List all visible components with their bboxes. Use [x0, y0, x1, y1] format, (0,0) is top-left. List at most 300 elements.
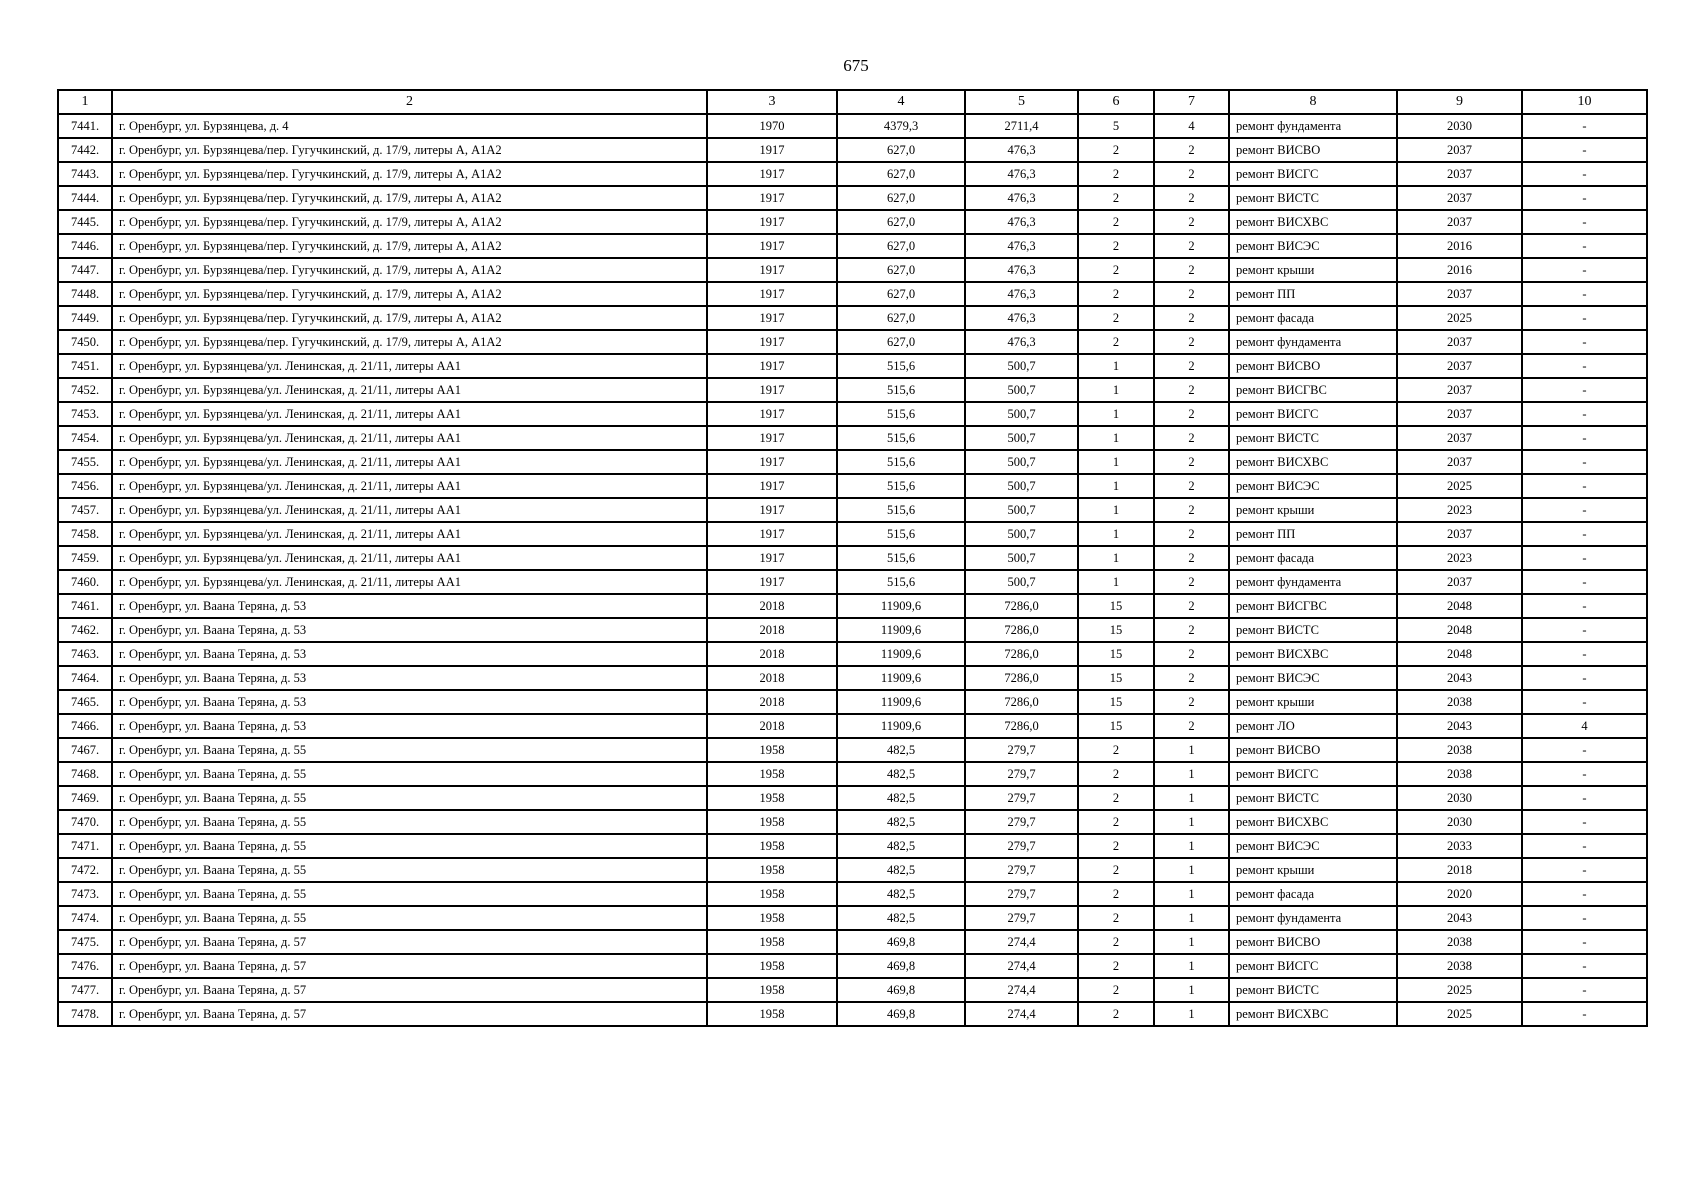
- planned-year-cell: 2038: [1397, 930, 1522, 954]
- living-area-cell: 500,7: [965, 570, 1078, 594]
- total-area-cell: 515,6: [837, 546, 965, 570]
- total-area-cell: 627,0: [837, 210, 965, 234]
- planned-year-cell: 2038: [1397, 762, 1522, 786]
- row-number-cell: 7459.: [58, 546, 112, 570]
- table-row: [58, 954, 1647, 978]
- work-type-cell: ремонт ВИСВО: [1229, 738, 1397, 762]
- entrances-cell: 2: [1154, 714, 1229, 738]
- address-cell: г. Оренбург, ул. Ваана Теряна, д. 55: [112, 834, 707, 858]
- entrances-cell: 1: [1154, 810, 1229, 834]
- year-cell: 1917: [707, 522, 837, 546]
- table-row: [58, 138, 1647, 162]
- work-type-cell: ремонт ЛО: [1229, 714, 1397, 738]
- entrances-cell: 2: [1154, 138, 1229, 162]
- row-number-cell: 7466.: [58, 714, 112, 738]
- total-area-cell: 627,0: [837, 138, 965, 162]
- work-type-cell: ремонт ВИСВО: [1229, 138, 1397, 162]
- row-number-cell: 7450.: [58, 330, 112, 354]
- floors-cell: 2: [1078, 906, 1154, 930]
- column-10-cell: -: [1522, 426, 1647, 450]
- floors-cell: 2: [1078, 834, 1154, 858]
- planned-year-cell: 2023: [1397, 498, 1522, 522]
- total-area-cell: 515,6: [837, 426, 965, 450]
- living-area-cell: 476,3: [965, 186, 1078, 210]
- column-10-cell: -: [1522, 834, 1647, 858]
- work-type-cell: ремонт ВИСХВС: [1229, 642, 1397, 666]
- address-cell: г. Оренбург, ул. Ваана Теряна, д. 55: [112, 906, 707, 930]
- entrances-cell: 2: [1154, 306, 1229, 330]
- year-cell: 2018: [707, 666, 837, 690]
- living-area-cell: 7286,0: [965, 618, 1078, 642]
- work-type-cell: ремонт фундамента: [1229, 570, 1397, 594]
- living-area-cell: 279,7: [965, 882, 1078, 906]
- entrances-cell: 2: [1154, 450, 1229, 474]
- floors-cell: 2: [1078, 930, 1154, 954]
- year-cell: 1917: [707, 306, 837, 330]
- address-cell: г. Оренбург, ул. Ваана Теряна, д. 55: [112, 882, 707, 906]
- floors-cell: 2: [1078, 258, 1154, 282]
- planned-year-cell: 2020: [1397, 882, 1522, 906]
- planned-year-cell: 2043: [1397, 666, 1522, 690]
- planned-year-cell: 2037: [1397, 378, 1522, 402]
- column-10-cell: -: [1522, 666, 1647, 690]
- total-area-cell: 482,5: [837, 906, 965, 930]
- work-type-cell: ремонт ВИСХВС: [1229, 1002, 1397, 1026]
- entrances-cell: 2: [1154, 594, 1229, 618]
- floors-cell: 15: [1078, 642, 1154, 666]
- living-area-cell: 476,3: [965, 234, 1078, 258]
- address-cell: г. Оренбург, ул. Бурзянцева/ул. Ленинская, д. 21/11, литеры АА1: [112, 570, 707, 594]
- row-number-cell: 7451.: [58, 354, 112, 378]
- living-area-cell: 500,7: [965, 378, 1078, 402]
- planned-year-cell: 2037: [1397, 282, 1522, 306]
- address-cell: г. Оренбург, ул. Ваана Теряна, д. 55: [112, 762, 707, 786]
- floors-cell: 2: [1078, 978, 1154, 1002]
- table-row: [58, 618, 1647, 642]
- total-area-cell: 627,0: [837, 282, 965, 306]
- floors-cell: 2: [1078, 762, 1154, 786]
- total-area-cell: 515,6: [837, 474, 965, 498]
- entrances-cell: 2: [1154, 282, 1229, 306]
- floors-cell: 2: [1078, 138, 1154, 162]
- table-row: [58, 114, 1647, 138]
- entrances-cell: 2: [1154, 498, 1229, 522]
- row-number-cell: 7444.: [58, 186, 112, 210]
- floors-cell: 2: [1078, 810, 1154, 834]
- row-number-cell: 7465.: [58, 690, 112, 714]
- total-area-cell: 4379,3: [837, 114, 965, 138]
- table-body: [58, 114, 1647, 1026]
- year-cell: 1917: [707, 402, 837, 426]
- total-area-cell: 627,0: [837, 258, 965, 282]
- planned-year-cell: 2038: [1397, 690, 1522, 714]
- entrances-cell: 2: [1154, 378, 1229, 402]
- total-area-cell: 469,8: [837, 954, 965, 978]
- living-area-cell: 476,3: [965, 258, 1078, 282]
- table-row: [58, 210, 1647, 234]
- total-area-cell: 11909,6: [837, 642, 965, 666]
- planned-year-cell: 2037: [1397, 450, 1522, 474]
- living-area-cell: 274,4: [965, 1002, 1078, 1026]
- living-area-cell: 279,7: [965, 810, 1078, 834]
- entrances-cell: 2: [1154, 642, 1229, 666]
- year-cell: 1958: [707, 930, 837, 954]
- planned-year-cell: 2025: [1397, 474, 1522, 498]
- living-area-cell: 279,7: [965, 858, 1078, 882]
- page-number: 675: [843, 56, 869, 75]
- row-number-cell: 7443.: [58, 162, 112, 186]
- column-10-cell: -: [1522, 186, 1647, 210]
- table-row: [58, 282, 1647, 306]
- table-row: [58, 546, 1647, 570]
- planned-year-cell: 2016: [1397, 234, 1522, 258]
- address-cell: г. Оренбург, ул. Бурзянцева/ул. Ленинская, д. 21/11, литеры АА1: [112, 402, 707, 426]
- year-cell: 1958: [707, 858, 837, 882]
- total-area-cell: 11909,6: [837, 714, 965, 738]
- year-cell: 1917: [707, 186, 837, 210]
- floors-cell: 2: [1078, 234, 1154, 258]
- total-area-cell: 627,0: [837, 306, 965, 330]
- total-area-cell: 515,6: [837, 522, 965, 546]
- living-area-cell: 500,7: [965, 450, 1078, 474]
- total-area-cell: 482,5: [837, 834, 965, 858]
- column-10-cell: -: [1522, 210, 1647, 234]
- living-area-cell: 7286,0: [965, 642, 1078, 666]
- floors-cell: 2: [1078, 330, 1154, 354]
- table-row: [58, 786, 1647, 810]
- address-cell: г. Оренбург, ул. Бурзянцева/ул. Ленинская, д. 21/11, литеры АА1: [112, 498, 707, 522]
- row-number-cell: 7467.: [58, 738, 112, 762]
- column-10-cell: -: [1522, 858, 1647, 882]
- planned-year-cell: 2025: [1397, 978, 1522, 1002]
- living-area-cell: 279,7: [965, 906, 1078, 930]
- entrances-cell: 1: [1154, 978, 1229, 1002]
- year-cell: 1917: [707, 378, 837, 402]
- column-10-cell: -: [1522, 546, 1647, 570]
- planned-year-cell: 2030: [1397, 114, 1522, 138]
- total-area-cell: 627,0: [837, 162, 965, 186]
- address-cell: г. Оренбург, ул. Бурзянцева/пер. Гугучкинский, д. 17/9, литеры А, А1А2: [112, 138, 707, 162]
- living-area-cell: 279,7: [965, 834, 1078, 858]
- year-cell: 1917: [707, 450, 837, 474]
- living-area-cell: 476,3: [965, 306, 1078, 330]
- work-type-cell: ремонт ВИСЭС: [1229, 666, 1397, 690]
- floors-cell: 2: [1078, 954, 1154, 978]
- planned-year-cell: 2037: [1397, 186, 1522, 210]
- address-cell: г. Оренбург, ул. Ваана Теряна, д. 57: [112, 954, 707, 978]
- address-cell: г. Оренбург, ул. Ваана Теряна, д. 53: [112, 642, 707, 666]
- table-row: [58, 930, 1647, 954]
- year-cell: 2018: [707, 714, 837, 738]
- planned-year-cell: 2048: [1397, 618, 1522, 642]
- column-10-cell: -: [1522, 378, 1647, 402]
- total-area-cell: 627,0: [837, 186, 965, 210]
- row-number-cell: 7462.: [58, 618, 112, 642]
- row-number-cell: 7472.: [58, 858, 112, 882]
- living-area-cell: 476,3: [965, 162, 1078, 186]
- planned-year-cell: 2037: [1397, 522, 1522, 546]
- living-area-cell: 279,7: [965, 762, 1078, 786]
- row-number-cell: 7473.: [58, 882, 112, 906]
- table-row: [58, 258, 1647, 282]
- total-area-cell: 469,8: [837, 930, 965, 954]
- table-row: [58, 642, 1647, 666]
- work-type-cell: ремонт ВИСГС: [1229, 162, 1397, 186]
- column-header-6: 6: [1078, 90, 1154, 114]
- table-row: [58, 666, 1647, 690]
- entrances-cell: 2: [1154, 162, 1229, 186]
- row-number-cell: 7445.: [58, 210, 112, 234]
- address-cell: г. Оренбург, ул. Ваана Теряна, д. 53: [112, 714, 707, 738]
- entrances-cell: 2: [1154, 186, 1229, 210]
- floors-cell: 1: [1078, 426, 1154, 450]
- column-10-cell: -: [1522, 810, 1647, 834]
- total-area-cell: 627,0: [837, 234, 965, 258]
- work-type-cell: ремонт ВИСТС: [1229, 186, 1397, 210]
- work-type-cell: ремонт ВИСТС: [1229, 426, 1397, 450]
- floors-cell: 2: [1078, 858, 1154, 882]
- planned-year-cell: 2037: [1397, 426, 1522, 450]
- column-10-cell: -: [1522, 930, 1647, 954]
- table-row: [58, 426, 1647, 450]
- address-cell: г. Оренбург, ул. Ваана Теряна, д. 53: [112, 666, 707, 690]
- work-type-cell: ремонт крыши: [1229, 498, 1397, 522]
- year-cell: 1970: [707, 114, 837, 138]
- living-area-cell: 7286,0: [965, 714, 1078, 738]
- address-cell: г. Оренбург, ул. Бурзянцева/пер. Гугучкинский, д. 17/9, литеры А, А1А2: [112, 234, 707, 258]
- floors-cell: 1: [1078, 498, 1154, 522]
- column-10-cell: -: [1522, 978, 1647, 1002]
- work-type-cell: ремонт ВИСГС: [1229, 402, 1397, 426]
- column-header-9: 9: [1397, 90, 1522, 114]
- address-cell: г. Оренбург, ул. Бурзянцева/пер. Гугучкинский, д. 17/9, литеры А, А1А2: [112, 210, 707, 234]
- entrances-cell: 1: [1154, 834, 1229, 858]
- living-area-cell: 476,3: [965, 138, 1078, 162]
- floors-cell: 2: [1078, 162, 1154, 186]
- planned-year-cell: 2037: [1397, 330, 1522, 354]
- work-type-cell: ремонт ВИСГС: [1229, 954, 1397, 978]
- year-cell: 1917: [707, 258, 837, 282]
- row-number-cell: 7441.: [58, 114, 112, 138]
- floors-cell: 1: [1078, 522, 1154, 546]
- work-type-cell: ремонт крыши: [1229, 690, 1397, 714]
- entrances-cell: 2: [1154, 522, 1229, 546]
- planned-year-cell: 2037: [1397, 354, 1522, 378]
- row-number-cell: 7453.: [58, 402, 112, 426]
- floors-cell: 2: [1078, 1002, 1154, 1026]
- address-cell: г. Оренбург, ул. Бурзянцева/ул. Ленинская, д. 21/11, литеры АА1: [112, 426, 707, 450]
- work-type-cell: ремонт фасада: [1229, 882, 1397, 906]
- living-area-cell: 7286,0: [965, 666, 1078, 690]
- column-10-cell: -: [1522, 882, 1647, 906]
- entrances-cell: 2: [1154, 402, 1229, 426]
- floors-cell: 2: [1078, 306, 1154, 330]
- table-row: [58, 162, 1647, 186]
- total-area-cell: 482,5: [837, 738, 965, 762]
- planned-year-cell: 2037: [1397, 570, 1522, 594]
- column-10-cell: -: [1522, 570, 1647, 594]
- year-cell: 1917: [707, 138, 837, 162]
- planned-year-cell: 2037: [1397, 138, 1522, 162]
- entrances-cell: 1: [1154, 762, 1229, 786]
- work-type-cell: ремонт крыши: [1229, 858, 1397, 882]
- year-cell: 1958: [707, 834, 837, 858]
- table-row: [58, 594, 1647, 618]
- year-cell: 1958: [707, 738, 837, 762]
- planned-year-cell: 2048: [1397, 642, 1522, 666]
- living-area-cell: 7286,0: [965, 594, 1078, 618]
- floors-cell: 2: [1078, 210, 1154, 234]
- year-cell: 1917: [707, 234, 837, 258]
- column-header-2: 2: [112, 90, 707, 114]
- table-row: [58, 450, 1647, 474]
- column-10-cell: -: [1522, 522, 1647, 546]
- row-number-cell: 7478.: [58, 1002, 112, 1026]
- living-area-cell: 2711,4: [965, 114, 1078, 138]
- address-cell: г. Оренбург, ул. Ваана Теряна, д. 57: [112, 978, 707, 1002]
- work-type-cell: ремонт фасада: [1229, 546, 1397, 570]
- column-10-cell: -: [1522, 690, 1647, 714]
- work-type-cell: ремонт ВИСЭС: [1229, 474, 1397, 498]
- planned-year-cell: 2038: [1397, 738, 1522, 762]
- address-cell: г. Оренбург, ул. Бурзянцева/пер. Гугучкинский, д. 17/9, литеры А, А1А2: [112, 330, 707, 354]
- total-area-cell: 515,6: [837, 402, 965, 426]
- row-number-cell: 7447.: [58, 258, 112, 282]
- year-cell: 1958: [707, 906, 837, 930]
- entrances-cell: 2: [1154, 570, 1229, 594]
- row-number-cell: 7454.: [58, 426, 112, 450]
- table-row: [58, 354, 1647, 378]
- table-row: [58, 882, 1647, 906]
- work-type-cell: ремонт фундамента: [1229, 330, 1397, 354]
- table-row: [58, 186, 1647, 210]
- address-cell: г. Оренбург, ул. Бурзянцева/ул. Ленинская, д. 21/11, литеры АА1: [112, 474, 707, 498]
- living-area-cell: 500,7: [965, 354, 1078, 378]
- work-type-cell: ремонт ВИСТС: [1229, 978, 1397, 1002]
- address-cell: г. Оренбург, ул. Ваана Теряна, д. 55: [112, 786, 707, 810]
- column-10-cell: -: [1522, 114, 1647, 138]
- year-cell: 1917: [707, 330, 837, 354]
- living-area-cell: 279,7: [965, 786, 1078, 810]
- row-number-cell: 7477.: [58, 978, 112, 1002]
- work-type-cell: ремонт ВИСХВС: [1229, 210, 1397, 234]
- total-area-cell: 627,0: [837, 330, 965, 354]
- table-row: [58, 378, 1647, 402]
- row-number-cell: 7456.: [58, 474, 112, 498]
- row-number-cell: 7449.: [58, 306, 112, 330]
- column-10-cell: -: [1522, 498, 1647, 522]
- column-10-cell: -: [1522, 258, 1647, 282]
- year-cell: 1958: [707, 954, 837, 978]
- year-cell: 1917: [707, 354, 837, 378]
- floors-cell: 15: [1078, 594, 1154, 618]
- living-area-cell: 500,7: [965, 426, 1078, 450]
- year-cell: 1917: [707, 426, 837, 450]
- row-number-cell: 7474.: [58, 906, 112, 930]
- total-area-cell: 11909,6: [837, 690, 965, 714]
- planned-year-cell: 2018: [1397, 858, 1522, 882]
- total-area-cell: 482,5: [837, 786, 965, 810]
- row-number-cell: 7470.: [58, 810, 112, 834]
- living-area-cell: 274,4: [965, 930, 1078, 954]
- table-row: [58, 738, 1647, 762]
- year-cell: 1917: [707, 570, 837, 594]
- year-cell: 2018: [707, 594, 837, 618]
- entrances-cell: 2: [1154, 426, 1229, 450]
- work-type-cell: ремонт фундамента: [1229, 906, 1397, 930]
- column-10-cell: -: [1522, 138, 1647, 162]
- table-row: [58, 306, 1647, 330]
- planned-year-cell: 2043: [1397, 906, 1522, 930]
- living-area-cell: 476,3: [965, 210, 1078, 234]
- column-header-5: 5: [965, 90, 1078, 114]
- floors-cell: 15: [1078, 618, 1154, 642]
- year-cell: 1917: [707, 474, 837, 498]
- total-area-cell: 482,5: [837, 762, 965, 786]
- column-10-cell: -: [1522, 162, 1647, 186]
- planned-year-cell: 2037: [1397, 162, 1522, 186]
- column-header-1: 1: [58, 90, 112, 114]
- year-cell: 1958: [707, 762, 837, 786]
- floors-cell: 1: [1078, 546, 1154, 570]
- table-row: [58, 714, 1647, 738]
- column-10-cell: -: [1522, 474, 1647, 498]
- table-row: [58, 570, 1647, 594]
- living-area-cell: 500,7: [965, 498, 1078, 522]
- table-row: [58, 234, 1647, 258]
- entrances-cell: 1: [1154, 786, 1229, 810]
- planned-year-cell: 2037: [1397, 402, 1522, 426]
- work-type-cell: ремонт ВИСГВС: [1229, 594, 1397, 618]
- work-type-cell: ремонт крыши: [1229, 258, 1397, 282]
- column-10-cell: -: [1522, 642, 1647, 666]
- work-type-cell: ремонт ВИСГВС: [1229, 378, 1397, 402]
- column-10-cell: 4: [1522, 714, 1647, 738]
- entrances-cell: 2: [1154, 258, 1229, 282]
- address-cell: г. Оренбург, ул. Бурзянцева/пер. Гугучкинский, д. 17/9, литеры А, А1А2: [112, 186, 707, 210]
- row-number-cell: 7458.: [58, 522, 112, 546]
- column-10-cell: -: [1522, 954, 1647, 978]
- table-row: [58, 810, 1647, 834]
- year-cell: 2018: [707, 690, 837, 714]
- table-row: [58, 834, 1647, 858]
- entrances-cell: 2: [1154, 666, 1229, 690]
- row-number-cell: 7463.: [58, 642, 112, 666]
- address-cell: г. Оренбург, ул. Бурзянцева/пер. Гугучкинский, д. 17/9, литеры А, А1А2: [112, 258, 707, 282]
- work-type-cell: ремонт ВИСЭС: [1229, 834, 1397, 858]
- work-type-cell: ремонт ПП: [1229, 282, 1397, 306]
- total-area-cell: 515,6: [837, 354, 965, 378]
- column-10-cell: -: [1522, 762, 1647, 786]
- table-row: [58, 402, 1647, 426]
- living-area-cell: 7286,0: [965, 690, 1078, 714]
- entrances-cell: 2: [1154, 210, 1229, 234]
- column-header-10: 10: [1522, 90, 1647, 114]
- floors-cell: 1: [1078, 402, 1154, 426]
- address-cell: г. Оренбург, ул. Бурзянцева, д. 4: [112, 114, 707, 138]
- total-area-cell: 515,6: [837, 570, 965, 594]
- address-cell: г. Оренбург, ул. Бурзянцева/ул. Ленинская, д. 21/11, литеры АА1: [112, 450, 707, 474]
- total-area-cell: 469,8: [837, 978, 965, 1002]
- floors-cell: 2: [1078, 882, 1154, 906]
- living-area-cell: 500,7: [965, 474, 1078, 498]
- address-cell: г. Оренбург, ул. Бурзянцева/пер. Гугучкинский, д. 17/9, литеры А, А1А2: [112, 306, 707, 330]
- year-cell: 1958: [707, 978, 837, 1002]
- floors-cell: 15: [1078, 690, 1154, 714]
- living-area-cell: 279,7: [965, 738, 1078, 762]
- total-area-cell: 482,5: [837, 810, 965, 834]
- table-row: [58, 330, 1647, 354]
